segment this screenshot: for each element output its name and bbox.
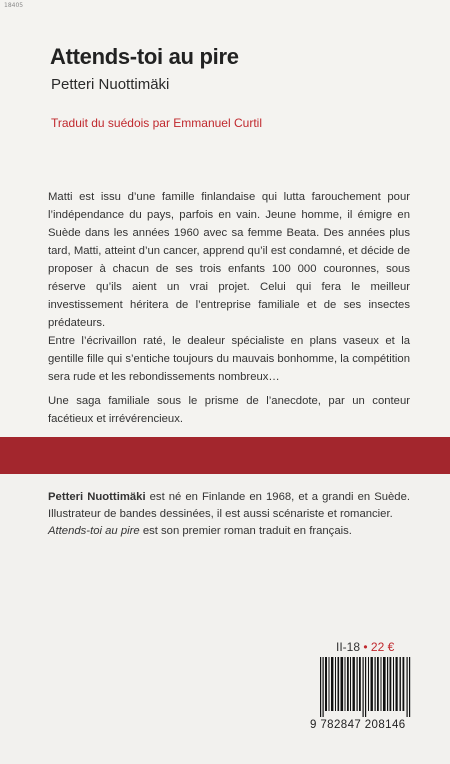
bio-book-title: Attends-toi au pire — [48, 525, 140, 537]
blurb-paragraph-1: Matti est issu d’une famille finlandaise qui lutta farouchement pour l’indépendance du pays, parfois en vain. Jeune homme, il émigre en Suède dans les années 1960 avec sa femme Beata. Des années plus tard, Matti, atteint d’un cancer, apprend qu’il est condamné, et décide de proposer à chacun de ses trois enfants 100 000 couronnes, sous réserve qu’ils aient un vrai projet. Celui qui fera le meilleur investissement héritera de l’entreprise familiale et de ses insectes prédateurs. — [48, 191, 410, 329]
blurb-paragraph-3: Une saga familiale sous le prisme de l’anecdote, par un conteur facétieux et irrévérencieux. — [48, 395, 410, 425]
bio-paragraph-2 — [48, 523, 410, 540]
bio-paragraph-1 — [48, 489, 410, 523]
translator-line: Traduit du suédois par Emmanuel Curtil — [51, 116, 262, 130]
book-author: Petteri Nuottimäki — [51, 76, 170, 93]
blurb-paragraph-2: Entre l’écrivaillon raté, le dealeur spécialiste en plans vaseux et la gentille fille qui s’entiche toujours du mauvais bonhomme, la compétition sera rude et les rebondissements nombreux… — [48, 335, 410, 383]
blurb — [48, 188, 410, 428]
price-line — [336, 640, 394, 654]
price-amount: 22 € — [370, 640, 395, 654]
author-bio — [48, 489, 410, 540]
book-title: Attends-toi au pire — [50, 44, 239, 69]
bio-text-1: est né en Finlande en 1968, et a grandi en Suède. Illustrateur de bandes dessinées, il est aussi scénariste et romancier. — [48, 491, 411, 520]
red-band — [0, 437, 450, 474]
isbn-number: 9 782847 208146 — [310, 719, 406, 731]
price-bullet: • — [363, 640, 368, 654]
bio-author-name: Petteri Nuottimäki — [48, 491, 146, 503]
barcode-icon — [318, 657, 414, 717]
price-code: II-18 — [336, 640, 361, 654]
bio-text-2: est son premier roman traduit en français. — [139, 525, 352, 537]
corner-mark: 18405 — [4, 2, 24, 9]
